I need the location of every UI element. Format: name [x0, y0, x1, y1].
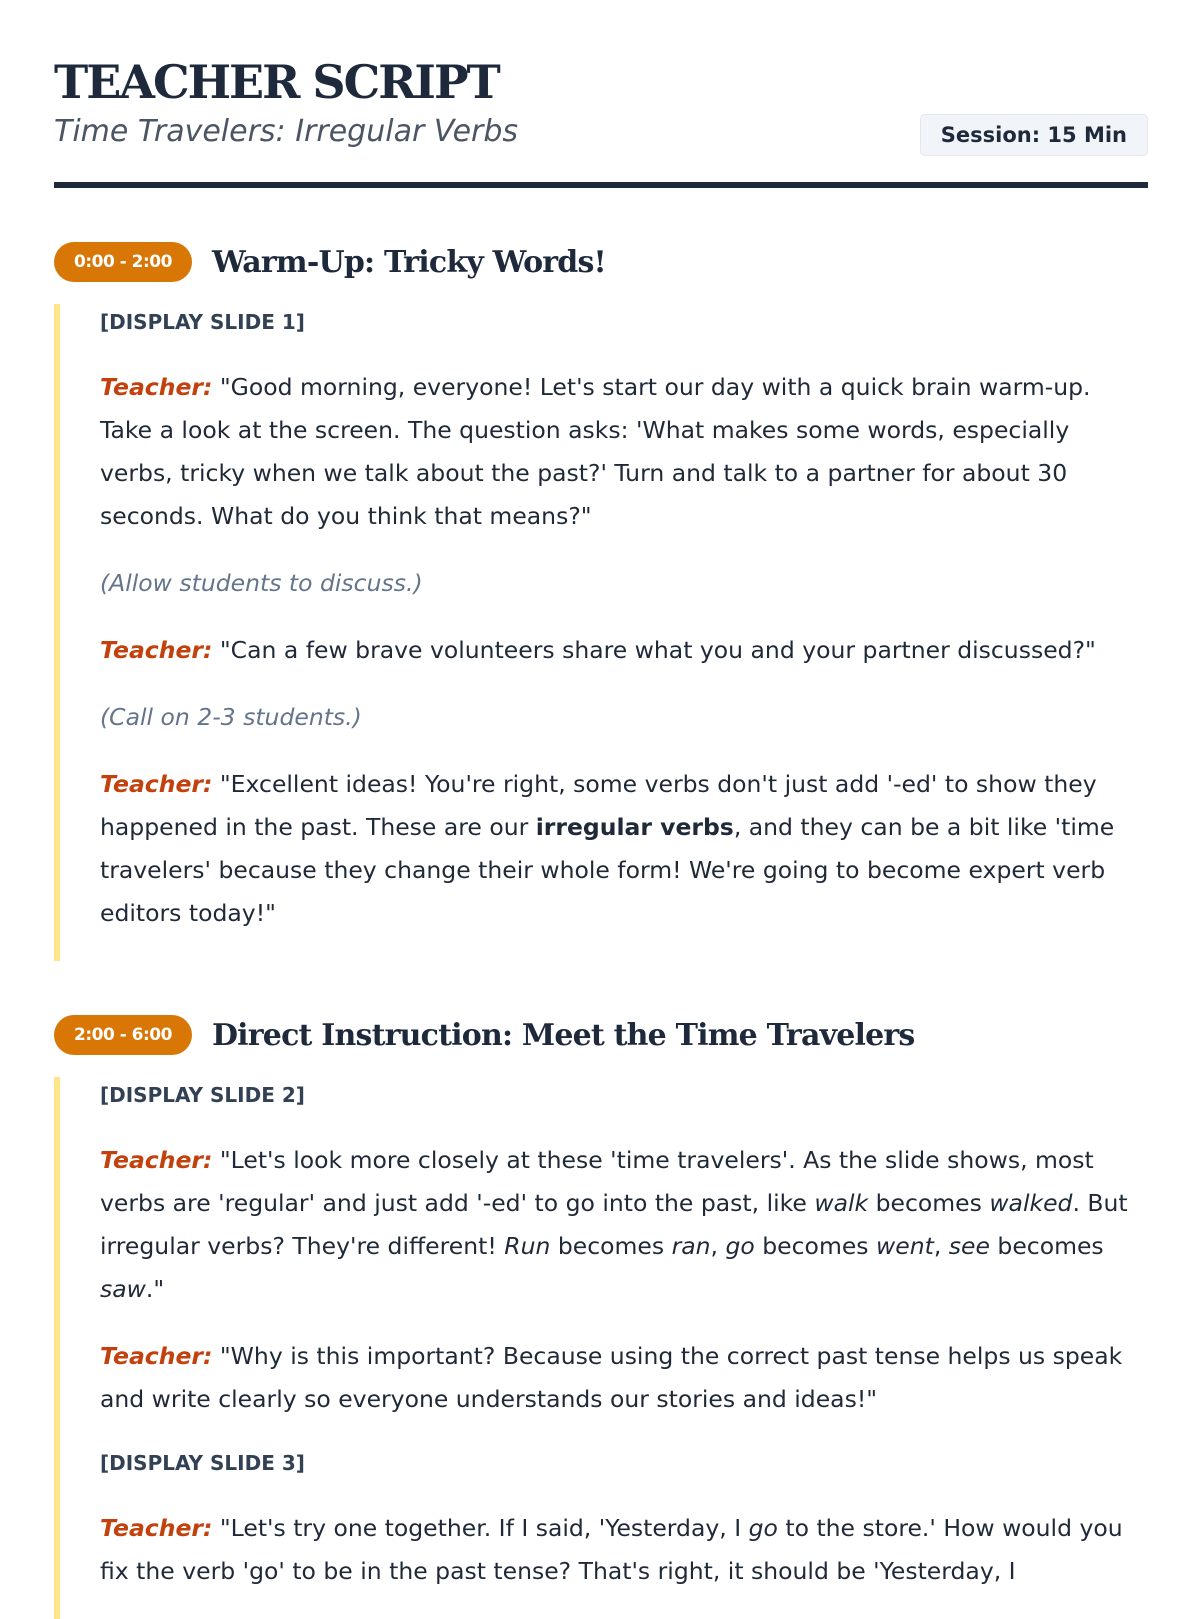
session-badge: Session: 15 Min	[920, 114, 1148, 156]
section-header	[54, 1015, 1148, 1055]
verb-example: went	[876, 1232, 934, 1260]
teacher-dialogue: becomes	[550, 1232, 672, 1260]
teacher-dialogue: "Good morning, everyone! Let's start our day with a quick brain warm-up. Take a look at the screen. The question asks: 'What makes some words, especially verbs, tricky when we talk about the past?' Turn and talk to a partner for about 30 seconds. What do you think that means?"	[100, 373, 1091, 530]
teacher-dialogue: becomes	[989, 1232, 1104, 1260]
verb-example: see	[948, 1232, 990, 1260]
teacher-line	[100, 763, 1148, 935]
verb-example: walk	[814, 1189, 869, 1217]
teacher-line	[100, 1335, 1148, 1421]
verb-example: go	[725, 1232, 755, 1260]
display-slide-cue: [DISPLAY SLIDE 3]	[100, 1451, 305, 1475]
page-header	[54, 54, 1148, 188]
key-term: irregular verbs	[535, 813, 734, 841]
verb-example: saw	[100, 1275, 146, 1303]
teacher-dialogue: ,	[710, 1232, 726, 1260]
section-warm-up	[54, 242, 1148, 961]
speaker-label: Teacher:	[100, 1342, 213, 1370]
stage-direction: (Allow students to discuss.)	[100, 569, 423, 597]
page-subtitle: Time Travelers: Irregular Verbs	[54, 114, 519, 149]
teacher-dialogue: "Let's try one together. If I said, 'Yesterday, I	[219, 1514, 749, 1542]
page-title: TEACHER SCRIPT	[54, 55, 499, 109]
teacher-dialogue: . But irregular verbs? They're different!	[100, 1189, 1128, 1260]
teacher-dialogue: "Excellent ideas! You're right, some verbs don't just add '-ed' to show they happened in the past. These are our	[100, 770, 1097, 841]
teacher-dialogue: to the store.' How would you fix the verb 'go' to be in the past tense? That's right, it should be 'Yesterday, I	[100, 1514, 1123, 1585]
verb-example: walked	[989, 1189, 1073, 1217]
teacher-line	[100, 366, 1148, 538]
teacher-line	[100, 1507, 1148, 1593]
section-direct-instruction	[54, 1015, 1148, 1619]
speaker-label: Teacher:	[100, 1146, 213, 1174]
speaker-label: Teacher:	[100, 770, 213, 798]
display-slide-cue: [DISPLAY SLIDE 1]	[100, 310, 305, 334]
section-body	[54, 304, 1148, 961]
teacher-dialogue: "Why is this important? Because using the correct past tense helps us speak and write clearly so everyone understands our stories and ideas!"	[100, 1342, 1123, 1413]
speaker-label: Teacher:	[100, 636, 213, 664]
display-slide-cue: [DISPLAY SLIDE 2]	[100, 1083, 305, 1107]
speaker-label: Teacher:	[100, 373, 213, 401]
teacher-dialogue: ."	[145, 1275, 165, 1303]
stage-direction: (Call on 2-3 students.)	[100, 703, 362, 731]
section-title: Direct Instruction: Meet the Time Travelers	[211, 1017, 915, 1053]
time-badge: 2:00 - 6:00	[54, 1015, 192, 1055]
section-body	[54, 1077, 1148, 1619]
teacher-dialogue: "Let's look more closely at these 'time travelers'. As the slide shows, most verbs are 'regular' and just add '-ed' to go into the past, like	[100, 1146, 1094, 1217]
verb-example: Run	[504, 1232, 551, 1260]
teacher-line	[100, 1139, 1148, 1311]
time-badge: 0:00 - 2:00	[54, 242, 192, 282]
verb-example: ran	[671, 1232, 711, 1260]
teacher-line	[100, 629, 1148, 672]
teacher-dialogue: "Can a few brave volunteers share what you and your partner discussed?"	[219, 636, 1096, 664]
section-header	[54, 242, 1148, 282]
verb-example: go	[748, 1514, 778, 1542]
teacher-dialogue: ,	[933, 1232, 949, 1260]
teacher-dialogue: , and they can be a bit like 'time travelers' because they change their whole form! We're going to become expert verb editors today!"	[100, 813, 1115, 927]
speaker-label: Teacher:	[100, 1514, 213, 1542]
teacher-dialogue: becomes	[754, 1232, 877, 1260]
teacher-dialogue: becomes	[868, 1189, 990, 1217]
section-title: Warm-Up: Tricky Words!	[211, 244, 606, 280]
